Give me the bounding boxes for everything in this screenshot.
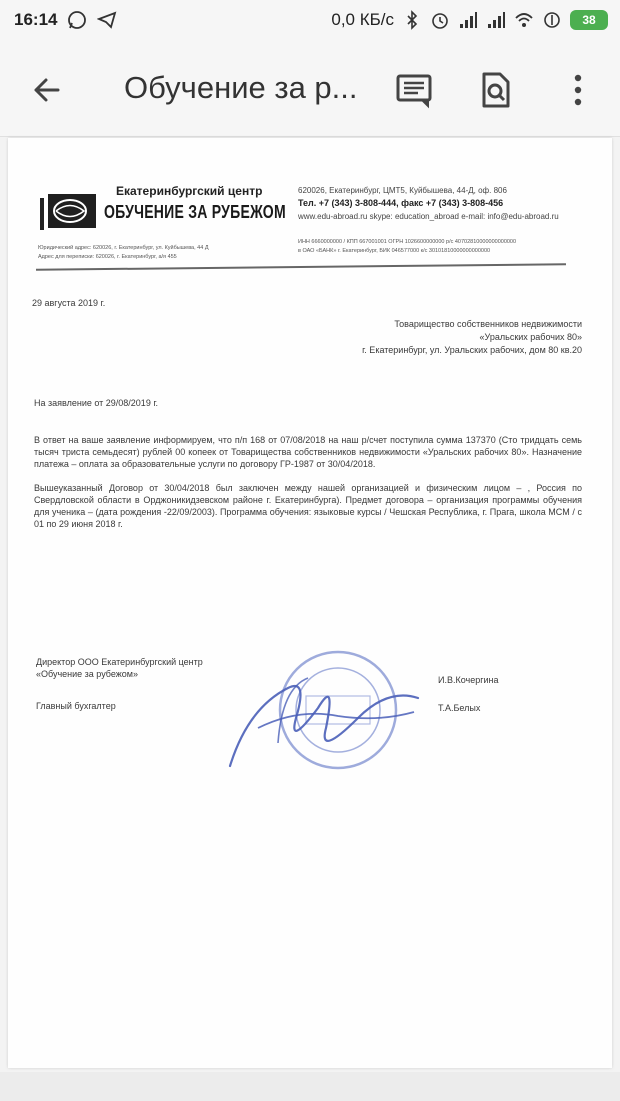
letterhead-bank-details xyxy=(298,238,578,256)
document-page xyxy=(8,138,612,1068)
app-bar xyxy=(0,44,620,137)
back-arrow-icon[interactable] xyxy=(28,70,68,110)
director-title-line1: Директор ООО Екатеринбургский центр xyxy=(36,657,203,667)
letterhead-contacts xyxy=(298,184,578,223)
addressee-line1: Товарищество собственников недвижимости xyxy=(394,319,582,329)
director-title-line2: «Обучение за рубежом» xyxy=(36,669,138,679)
company-logo xyxy=(40,190,102,230)
accountant-title: Главный бухгалтер xyxy=(36,701,116,711)
document-title: Обучение за р... xyxy=(124,70,358,105)
addressee-line3: г. Екатеринбург, ул. Уральских рабочих, дом 80 кв.20 xyxy=(362,345,582,355)
org-web: www.edu-abroad.ru skype: education_abroad e-mail: info@edu-abroad.ru xyxy=(298,212,559,221)
wifi-icon xyxy=(514,10,534,30)
comment-icon[interactable] xyxy=(392,68,436,112)
letter-date: 29 августа 2019 г. xyxy=(32,298,106,308)
bank-details-line2: в ОАО «БАНК» г. Екатеринбург, БИК 046577000 к/с 30101810000000000000 xyxy=(298,248,491,254)
signatory-names xyxy=(438,666,499,722)
status-time: 16:14 xyxy=(14,10,58,29)
org-address: 620026, Екатеринбург, ЦМТ5, Куйбышева, 44-Д, оф. 806 xyxy=(298,186,507,195)
letterhead-divider xyxy=(36,263,566,271)
org-name-line2: ОБУЧЕНИЕ ЗА РУБЕЖОМ xyxy=(104,202,286,222)
addressee-line2: «Уральских рабочих 80» xyxy=(479,332,582,342)
alarm-icon xyxy=(430,10,450,30)
signal-icon xyxy=(458,10,478,30)
letterhead-legal-address xyxy=(38,244,209,262)
stamp-and-signature xyxy=(218,648,428,788)
bluetooth-icon xyxy=(402,10,422,30)
network-speed: 0,0 КБ/с xyxy=(331,10,394,29)
telegram-icon xyxy=(97,10,117,30)
org-phone: Тел. +7 (343) 3-808-444, факс +7 (343) 3-808-456 xyxy=(298,198,504,208)
letter-reference: На заявление от 29/08/2019 г. xyxy=(34,398,159,408)
director-name: И.В.Кочергина xyxy=(438,675,499,685)
letter-paragraph-2: Вышеуказанный Договор от 30/04/2018 был заключен между нашей организацией и физическим лицом – , Россия по Свердловской области в Орджоникидзевском районе г. Екатеринбурга). Предмет договора – организация программы обучения для ученика – (дата рождения -22/09/2003). Программа обучения: языковые курсы / Чешская Республика, г. Прага, школа MCM / с 01 по 29 июня 2018 г. xyxy=(34,483,582,529)
letter-paragraph-1: В ответ на ваше заявление информируем, что п/п 168 от 07/08/2018 на наш р/счет поступила сумма 137370 (Сто тридцать семь тысяч триста семьдесят) рублей 00 копеек от Товарищества собственников недвижимости «Уральских рабочих 80». Назначение платежа – оплата за образовательные услуги по договору ГР-1987 от 30/04/2018. xyxy=(34,435,582,469)
more-vert-icon[interactable] xyxy=(556,68,600,112)
legal-address-line1: Юридический адрес: 620026, г. Екатеринбург, ул. Куйбышева, 44 Д xyxy=(38,245,209,251)
signal-icon-2 xyxy=(486,10,506,30)
legal-address-line2: Адрес для переписки: 620026, г. Екатеринбург, а/я 455 xyxy=(38,254,177,260)
org-name-line1: Екатеринбургский центр xyxy=(116,184,263,198)
signatory-titles xyxy=(36,656,203,712)
bank-details-line1: ИНН 6660000000 / КПП 667001001 ОГРН 1026600000000 р/с 40702810000000000000 xyxy=(298,239,517,245)
whatsapp-icon xyxy=(67,10,87,30)
addressee-block xyxy=(238,318,582,357)
data-saver-icon xyxy=(542,10,562,30)
next-page-edge xyxy=(0,1072,620,1101)
find-in-page-icon[interactable] xyxy=(474,68,518,112)
accountant-name: Т.А.Белых xyxy=(438,703,481,713)
status-bar xyxy=(0,0,620,44)
letter-body xyxy=(34,434,582,542)
battery-indicator: 38 xyxy=(570,10,608,30)
